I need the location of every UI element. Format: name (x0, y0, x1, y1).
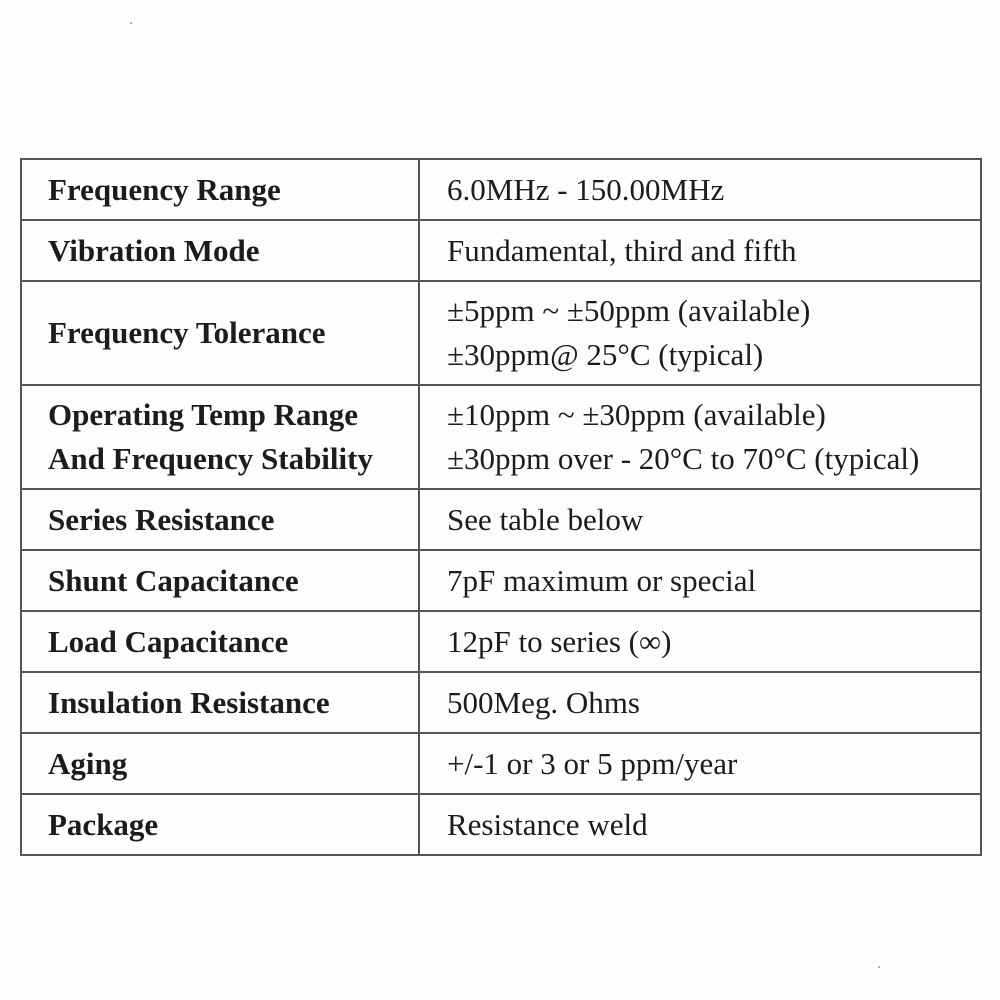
parameter-value: Fundamental, third and fifth (447, 232, 797, 268)
table-row (21, 281, 981, 385)
value-cell (419, 794, 981, 855)
parameter-label: Operating Temp Range (48, 397, 359, 432)
table-row (21, 672, 981, 733)
spec-table (20, 158, 982, 856)
parameter-label: Load Capacitance (48, 623, 289, 659)
parameter-cell (21, 281, 419, 385)
parameter-label: And Frequency Stability (48, 441, 373, 476)
parameter-label: Frequency Tolerance (48, 315, 326, 350)
value-cell (419, 611, 981, 672)
parameter-label: Vibration Mode (48, 232, 260, 268)
parameter-value: 7pF maximum or special (447, 562, 757, 598)
value-cell (419, 385, 981, 489)
parameter-value: 12pF to series (∞) (447, 623, 672, 659)
scan-speck (130, 22, 132, 24)
parameter-cell (21, 794, 419, 855)
value-cell (419, 733, 981, 794)
parameter-cell (21, 489, 419, 550)
value-cell (419, 281, 981, 385)
table-row (21, 733, 981, 794)
spec-table-body (21, 159, 981, 855)
parameter-value: 500Meg. Ohms (447, 684, 640, 720)
table-row (21, 220, 981, 281)
value-cell (419, 159, 981, 220)
value-cell (419, 672, 981, 733)
value-cell (419, 489, 981, 550)
parameter-value: ±30ppm over - 20°C to 70°C (typical) (447, 441, 920, 476)
table-row (21, 611, 981, 672)
parameter-value: Resistance weld (447, 806, 648, 842)
parameter-cell (21, 733, 419, 794)
table-row (21, 794, 981, 855)
parameter-value: ±30ppm@ 25°C (typical) (447, 337, 764, 372)
parameter-label: Shunt Capacitance (48, 562, 299, 598)
value-cell (419, 220, 981, 281)
parameter-label: Insulation Resistance (48, 684, 330, 720)
parameter-label: Series Resistance (48, 501, 275, 537)
parameter-cell (21, 220, 419, 281)
parameter-cell (21, 385, 419, 489)
parameter-label: Frequency Range (48, 171, 281, 207)
parameter-label: Aging (48, 745, 128, 781)
value-cell (419, 550, 981, 611)
parameter-value: ±10ppm ~ ±30ppm (available) (447, 397, 826, 432)
scan-speck (878, 966, 880, 968)
parameter-cell (21, 611, 419, 672)
parameter-value: 6.0MHz - 150.00MHz (447, 171, 725, 207)
parameter-value: See table below (447, 501, 644, 537)
table-row (21, 550, 981, 611)
table-row (21, 385, 981, 489)
parameter-cell (21, 672, 419, 733)
parameter-cell (21, 159, 419, 220)
parameter-value: ±5ppm ~ ±50ppm (available) (447, 293, 811, 328)
parameter-value: +/-1 or 3 or 5 ppm/year (447, 745, 738, 781)
parameter-label: Package (48, 806, 159, 842)
table-row (21, 159, 981, 220)
parameter-cell (21, 550, 419, 611)
table-row (21, 489, 981, 550)
